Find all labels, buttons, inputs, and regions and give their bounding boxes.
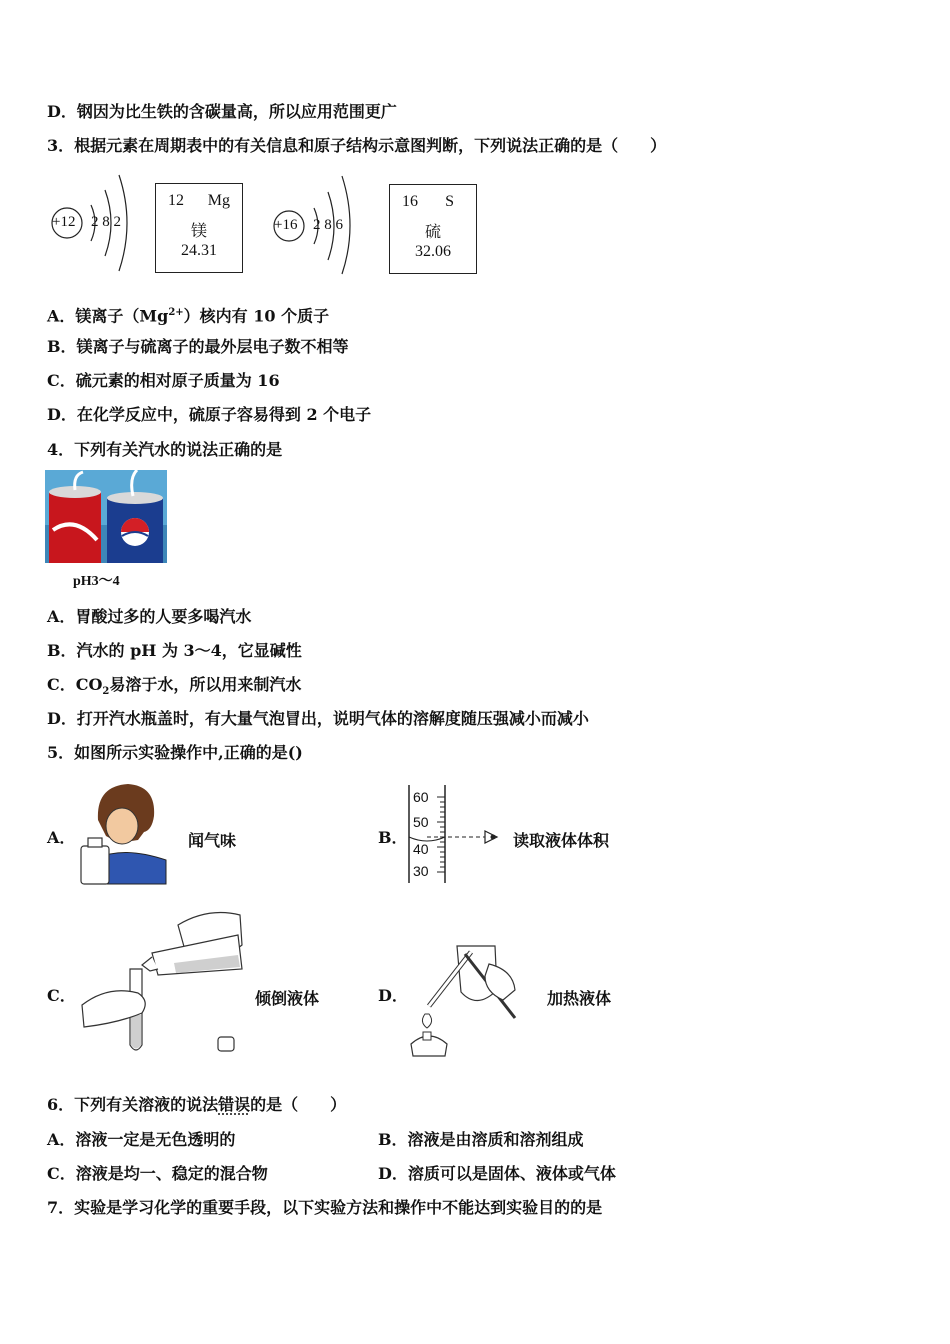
soda-image-caption: pH3～4 [73, 574, 120, 589]
q6-stem-post: 的是（ ） [250, 1095, 347, 1114]
q5-d-letter: D． [378, 986, 408, 1005]
pouring-liquid-illustration [78, 905, 248, 1057]
q6-option-b: B．溶液是由溶质和溶剂组成 [378, 1130, 584, 1149]
mg-atomic-mass: 24.31 [181, 242, 217, 259]
q5-stem: 5．如图所示实验操作中,正确的是() [47, 743, 303, 762]
q6-option-a: A．溶液一定是无色透明的 [47, 1130, 236, 1149]
q4-option-d: D．打开汽水瓶盖时，有大量气泡冒出，说明气体的溶解度随压强减小而减小 [47, 709, 589, 728]
s-shells: 2 8 6 [313, 217, 343, 233]
mg-name: 镁 [190, 223, 207, 240]
q6-stem-emphasis: 错误 [218, 1095, 251, 1114]
q2-option-d: D．钢因为比生铁的含碳量高，所以应用范围更广 [47, 102, 397, 121]
q5-c-letter: C． [47, 986, 76, 1005]
q7-stem: 7．实验是学习化学的重要手段，以下实验方法和操作中不能达到实验目的的是 [47, 1198, 603, 1217]
q4-option-a: A．胃酸过多的人要多喝汽水 [47, 607, 252, 626]
q6-stem-pre: 6．下列有关溶液的说法 [47, 1095, 219, 1114]
cylinder-tick-30: 30 [413, 863, 429, 879]
q3-stem: 3．根据元素在周期表中的有关信息和原子结构示意图判断，下列说法正确的是（ ） [47, 136, 667, 155]
q6-option-c: C．溶液是均一、稳定的混合物 [47, 1164, 268, 1183]
q4-option-c [47, 675, 301, 702]
s-element-card [389, 184, 477, 274]
s-atom-diagram [270, 170, 365, 276]
q4-option-c-pre: C．CO [47, 675, 103, 694]
q5-b-caption: 读取液体体积 [513, 831, 610, 850]
q4-option-c-post: 易溶于水，所以用来制汽水 [109, 675, 302, 694]
q3-option-d: D．在化学反应中，硫原子容易得到 2 个电子 [47, 405, 372, 424]
q3-option-b: B．镁离子与硫离子的最外层电子数不相等 [47, 337, 349, 356]
mg-atom-diagram [47, 170, 142, 276]
cylinder-tick-60: 60 [413, 789, 429, 805]
cylinder-tick-40: 40 [413, 841, 429, 857]
smelling-illustration [78, 780, 170, 886]
q5-a-caption: 闻气味 [188, 831, 237, 850]
q4-stem: 4．下列有关汽水的说法正确的是 [47, 440, 283, 459]
s-symbol: S [445, 193, 454, 210]
q3-option-c: C．硫元素的相对原子质量为 16 [47, 371, 280, 390]
q4-option-c-sub: 2 [102, 686, 110, 698]
heating-liquid-illustration [405, 940, 530, 1060]
q5-d-caption: 加热液体 [547, 989, 612, 1008]
q6-option-d: D．溶质可以是固体、液体或气体 [378, 1164, 616, 1183]
q3-option-a-sup: 2+ [168, 307, 184, 318]
s-name: 硫 [424, 224, 441, 241]
s-atomic-mass: 32.06 [415, 243, 451, 260]
mg-shells: 2 8 2 [91, 214, 121, 230]
mg-nucleus: +12 [52, 214, 76, 230]
mg-element-card [155, 183, 243, 273]
q5-c-caption: 倾倒液体 [255, 989, 320, 1008]
mg-symbol: Mg [207, 192, 230, 209]
s-atomic-number: 16 [402, 193, 418, 210]
s-nucleus: +16 [274, 217, 298, 233]
mg-atomic-number: 12 [168, 192, 184, 209]
q5-b-letter: B． [378, 828, 408, 847]
graduated-cylinder-illustration [405, 783, 505, 885]
cylinder-tick-50: 50 [413, 814, 429, 830]
q3-option-a-pre: A．镁离子（Mg [47, 306, 169, 326]
q3-option-a-post: ）核内有 10 个质子 [183, 306, 330, 326]
soda-cans-image [45, 470, 167, 563]
q4-option-b: B．汽水的 pH 为 3～4，它显碱性 [47, 641, 302, 660]
q6-stem [47, 1095, 346, 1115]
q3-option-a [47, 303, 329, 326]
q5-a-letter: A． [47, 828, 76, 847]
